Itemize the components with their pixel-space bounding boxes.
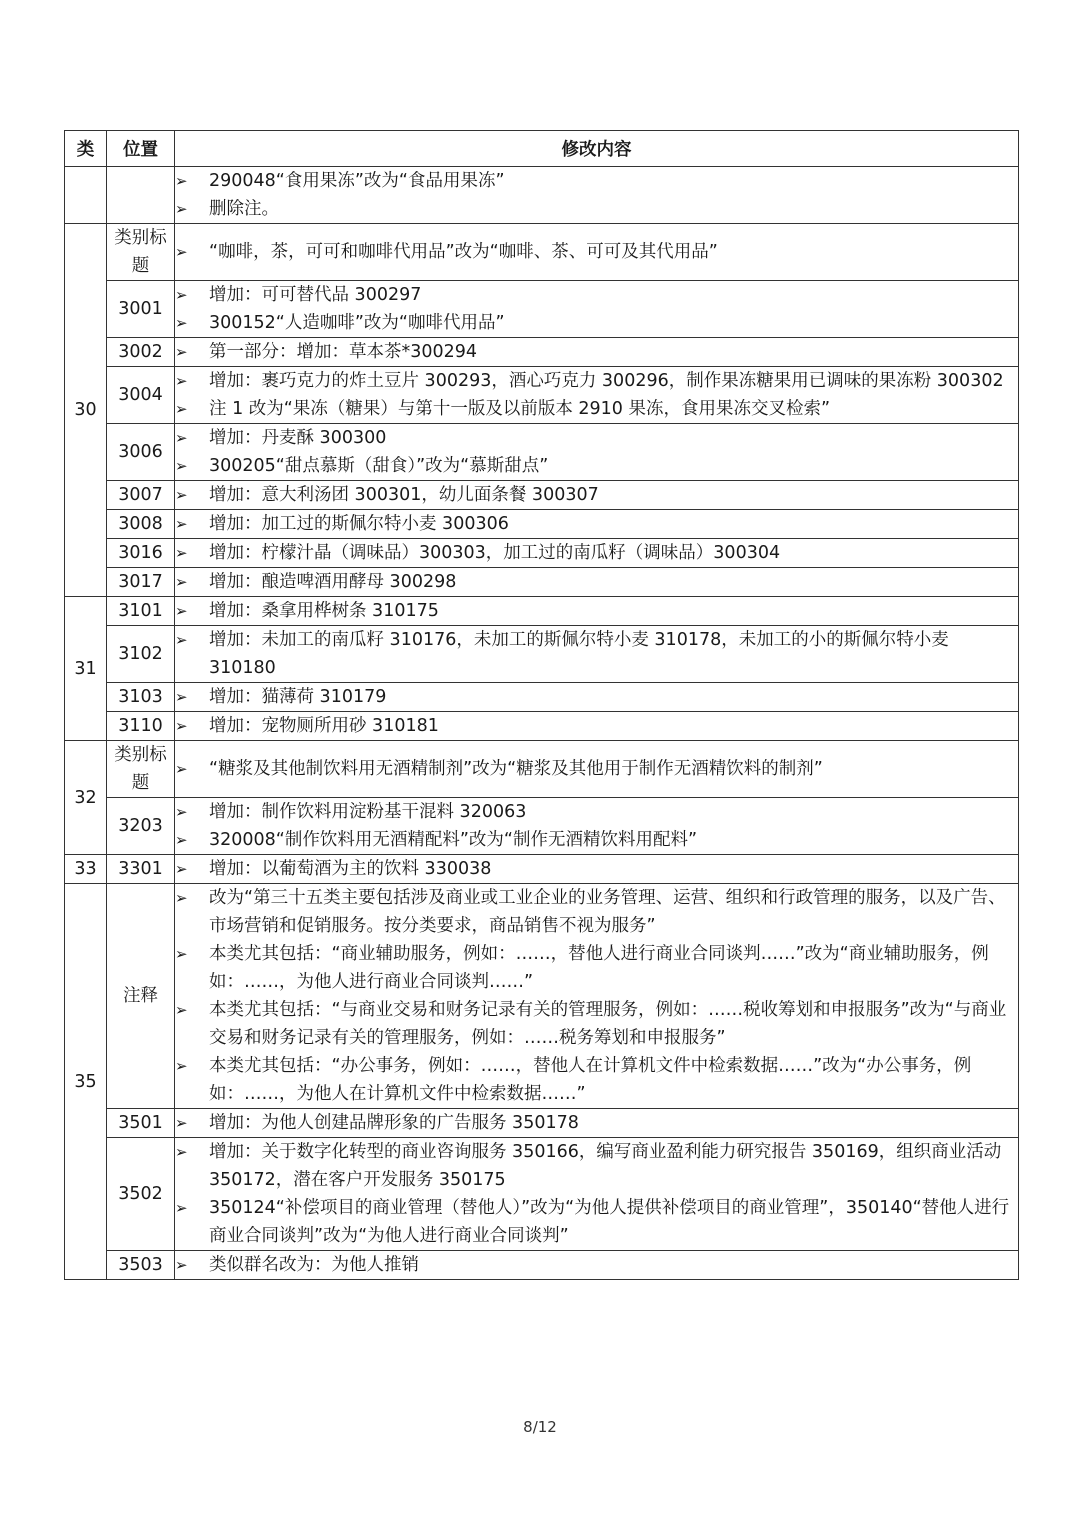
arrow-bullet-icon: ➢	[175, 1001, 188, 1019]
content-cell	[175, 510, 1019, 539]
table-row	[65, 855, 1019, 884]
item-text: 350124“补偿项目的商业管理（替他人）”改为“为他人提供补偿项目的商业管理”，350140“替他人进行商业合同谈判”改为“为他人进行商业合同谈判”	[209, 1198, 1010, 1246]
table-row	[65, 798, 1019, 855]
page-number: 8/12	[523, 1418, 557, 1436]
list-item	[175, 338, 1018, 366]
arrow-bullet-icon: ➢	[175, 343, 188, 361]
content-cell	[175, 884, 1019, 1109]
arrow-bullet-icon: ➢	[175, 573, 188, 591]
position-cell: 类别标题	[107, 741, 175, 798]
position-cell: 3001	[107, 281, 175, 338]
list-item	[175, 452, 1018, 480]
table-row	[65, 510, 1019, 539]
list-item	[175, 940, 1018, 996]
arrow-bullet-icon: ➢	[175, 486, 188, 504]
list-item	[175, 195, 1018, 223]
item-text: 300205“甜点慕斯（甜食）”改为“慕斯甜点”	[209, 456, 549, 476]
content-cell	[175, 855, 1019, 884]
item-text: 增加：关于数字化转型的商业咨询服务 350166，编写商业盈利能力研究报告 350169，组织商业活动 350172，潜在客户开发服务 350175	[209, 1142, 1002, 1190]
item-text: 增加：未加工的南瓜籽 310176，未加工的斯佩尔特小麦 310178，未加工的小的斯佩尔特小麦 310180	[209, 630, 949, 678]
arrow-bullet-icon: ➢	[175, 860, 188, 878]
arrow-bullet-icon: ➢	[175, 688, 188, 706]
content-cell	[175, 224, 1019, 281]
item-text: “咖啡，茶，可可和咖啡代用品”改为“咖啡、茶、可可及其代用品”	[209, 242, 718, 262]
position-cell: 注释	[107, 884, 175, 1109]
arrow-bullet-icon: ➢	[175, 172, 188, 190]
content-cell	[175, 367, 1019, 424]
content-cell	[175, 568, 1019, 597]
arrow-bullet-icon: ➢	[175, 286, 188, 304]
list-item	[175, 309, 1018, 337]
content-cell	[175, 1251, 1019, 1280]
position-cell: 3002	[107, 338, 175, 367]
item-text: 300152“人造咖啡”改为“咖啡代用品”	[209, 313, 505, 333]
item-text: 增加：猫薄荷 310179	[209, 687, 387, 707]
arrow-bullet-icon: ➢	[175, 889, 188, 907]
header-class: 类	[65, 131, 107, 167]
arrow-bullet-icon: ➢	[175, 831, 188, 849]
position-cell: 3501	[107, 1109, 175, 1138]
header-position: 位置	[107, 131, 175, 167]
list-item	[175, 1052, 1018, 1108]
table-row	[65, 568, 1019, 597]
list-item	[175, 539, 1018, 567]
item-text: 增加：裹巧克力的炸土豆片 300293，酒心巧克力 300296，制作果冻糖果用已调味的果冻粉 300302	[209, 371, 1004, 391]
item-text: 类似群名改为：为他人推销	[209, 1255, 419, 1275]
list-item	[175, 683, 1018, 711]
item-text: 290048“食用果冻”改为“食品用果冻”	[209, 171, 505, 191]
list-item	[175, 755, 1018, 783]
item-text: 增加：意大利汤团 300301，幼儿面条餐 300307	[209, 485, 599, 505]
list-item	[175, 281, 1018, 309]
content-cell	[175, 1109, 1019, 1138]
position-cell: 3103	[107, 683, 175, 712]
arrow-bullet-icon: ➢	[175, 760, 188, 778]
table-row	[65, 367, 1019, 424]
content-cell	[175, 683, 1019, 712]
position-cell: 3008	[107, 510, 175, 539]
arrow-bullet-icon: ➢	[175, 544, 188, 562]
list-item	[175, 826, 1018, 854]
table-row	[65, 338, 1019, 367]
list-item	[175, 510, 1018, 538]
table-row	[65, 597, 1019, 626]
class-cell: 32	[65, 741, 107, 855]
table-row	[65, 539, 1019, 568]
position-cell: 3110	[107, 712, 175, 741]
header-content: 修改内容	[175, 131, 1019, 167]
arrow-bullet-icon: ➢	[175, 1143, 188, 1161]
list-item	[175, 1138, 1018, 1194]
arrow-bullet-icon: ➢	[175, 372, 188, 390]
item-text: 本类尤其包括：“商业辅助服务，例如：……，替他人进行商业合同谈判……”改为“商业辅助服务，例如：……，为他人进行商业合同谈判……”	[209, 944, 989, 992]
table-row	[65, 481, 1019, 510]
position-cell: 3004	[107, 367, 175, 424]
content-cell	[175, 712, 1019, 741]
class-cell: 33	[65, 855, 107, 884]
position-cell: 3503	[107, 1251, 175, 1280]
content-cell	[175, 424, 1019, 481]
table-row	[65, 281, 1019, 338]
arrow-bullet-icon: ➢	[175, 1057, 188, 1075]
list-item	[175, 597, 1018, 625]
content-cell	[175, 741, 1019, 798]
arrow-bullet-icon: ➢	[175, 314, 188, 332]
item-text: 增加：桑拿用桦树条 310175	[209, 601, 439, 621]
position-cell: 3101	[107, 597, 175, 626]
table-row	[65, 683, 1019, 712]
table-row	[65, 1138, 1019, 1251]
item-text: 删除注。	[209, 199, 279, 219]
content-cell	[175, 626, 1019, 683]
list-item	[175, 367, 1018, 395]
position-cell: 3017	[107, 568, 175, 597]
list-item	[175, 238, 1018, 266]
list-item	[175, 712, 1018, 740]
content-cell	[175, 167, 1019, 224]
list-item	[175, 167, 1018, 195]
arrow-bullet-icon: ➢	[175, 717, 188, 735]
table-row	[65, 1109, 1019, 1138]
modification-table	[64, 130, 1019, 1280]
table-row	[65, 712, 1019, 741]
list-item	[175, 1251, 1018, 1279]
item-text: 增加：制作饮料用淀粉基干混料 320063	[209, 802, 527, 822]
table-row	[65, 167, 1019, 224]
list-item	[175, 568, 1018, 596]
arrow-bullet-icon: ➢	[175, 429, 188, 447]
table-row	[65, 424, 1019, 481]
arrow-bullet-icon: ➢	[175, 803, 188, 821]
position-cell: 3203	[107, 798, 175, 855]
position-cell: 3102	[107, 626, 175, 683]
position-cell: 3016	[107, 539, 175, 568]
content-cell	[175, 281, 1019, 338]
arrow-bullet-icon: ➢	[175, 631, 188, 649]
arrow-bullet-icon: ➢	[175, 457, 188, 475]
item-text: 注 1 改为“果冻（糖果）与第十一版及以前版本 2910 果冻，食用果冻交叉检索”	[209, 399, 831, 419]
class-cell	[65, 167, 107, 224]
content-cell	[175, 1138, 1019, 1251]
item-text: 增加：以葡萄酒为主的饮料 330038	[209, 859, 492, 879]
position-cell: 类别标题	[107, 224, 175, 281]
arrow-bullet-icon: ➢	[175, 200, 188, 218]
list-item	[175, 884, 1018, 940]
list-item	[175, 395, 1018, 423]
header-row	[65, 131, 1019, 167]
list-item	[175, 1194, 1018, 1250]
content-cell	[175, 798, 1019, 855]
position-cell: 3301	[107, 855, 175, 884]
list-item	[175, 798, 1018, 826]
content-cell	[175, 481, 1019, 510]
list-item	[175, 626, 1018, 682]
arrow-bullet-icon: ➢	[175, 400, 188, 418]
item-text: 改为“第三十五类主要包括涉及商业或工业企业的业务管理、运营、组织和行政管理的服务，以及广告、市场营销和促销服务。按分类要求，商品销售不视为服务”	[209, 888, 1006, 936]
table-row	[65, 741, 1019, 798]
item-text: 增加：柠檬汁晶（调味品）300303，加工过的南瓜籽（调味品）300304	[209, 543, 781, 563]
arrow-bullet-icon: ➢	[175, 1199, 188, 1217]
table-body	[65, 167, 1019, 1280]
table-row	[65, 224, 1019, 281]
table-row	[65, 626, 1019, 683]
content-cell	[175, 539, 1019, 568]
position-cell: 3007	[107, 481, 175, 510]
class-cell: 35	[65, 884, 107, 1280]
list-item	[175, 424, 1018, 452]
arrow-bullet-icon: ➢	[175, 945, 188, 963]
item-text: 第一部分：增加：草本茶*300294	[209, 342, 478, 362]
arrow-bullet-icon: ➢	[175, 1114, 188, 1132]
item-text: 320008“制作饮料用无酒精配料”改为“制作无酒精饮料用配料”	[209, 830, 698, 850]
item-text: 增加：宠物厕所用砂 310181	[209, 716, 439, 736]
list-item	[175, 1109, 1018, 1137]
arrow-bullet-icon: ➢	[175, 243, 188, 261]
item-text: 本类尤其包括：“办公事务，例如：……，替他人在计算机文件中检索数据……”改为“办公事务，例如：……，为他人在计算机文件中检索数据……”	[209, 1056, 972, 1104]
position-cell: 3006	[107, 424, 175, 481]
arrow-bullet-icon: ➢	[175, 1256, 188, 1274]
content-cell	[175, 597, 1019, 626]
item-text: 增加：酿造啤酒用酵母 300298	[209, 572, 457, 592]
arrow-bullet-icon: ➢	[175, 602, 188, 620]
class-cell: 30	[65, 224, 107, 597]
item-text: 增加：可可替代品 300297	[209, 285, 422, 305]
list-item	[175, 996, 1018, 1052]
table-row	[65, 1251, 1019, 1280]
table-row	[65, 884, 1019, 1109]
content-cell	[175, 338, 1019, 367]
item-text: 本类尤其包括：“与商业交易和财务记录有关的管理服务，例如：……税收筹划和申报服务”改为“与商业交易和财务记录有关的管理服务，例如：……税务筹划和申报服务”	[209, 1000, 1007, 1048]
position-cell: 3502	[107, 1138, 175, 1251]
arrow-bullet-icon: ➢	[175, 515, 188, 533]
item-text: 增加：为他人创建品牌形象的广告服务 350178	[209, 1113, 579, 1133]
list-item	[175, 855, 1018, 883]
position-cell	[107, 167, 175, 224]
item-text: 增加：丹麦酥 300300	[209, 428, 387, 448]
list-item	[175, 481, 1018, 509]
class-cell: 31	[65, 597, 107, 741]
item-text: 增加：加工过的斯佩尔特小麦 300306	[209, 514, 509, 534]
item-text: “糖浆及其他制饮料用无酒精制剂”改为“糖浆及其他用于制作无酒精饮料的制剂”	[209, 759, 823, 779]
